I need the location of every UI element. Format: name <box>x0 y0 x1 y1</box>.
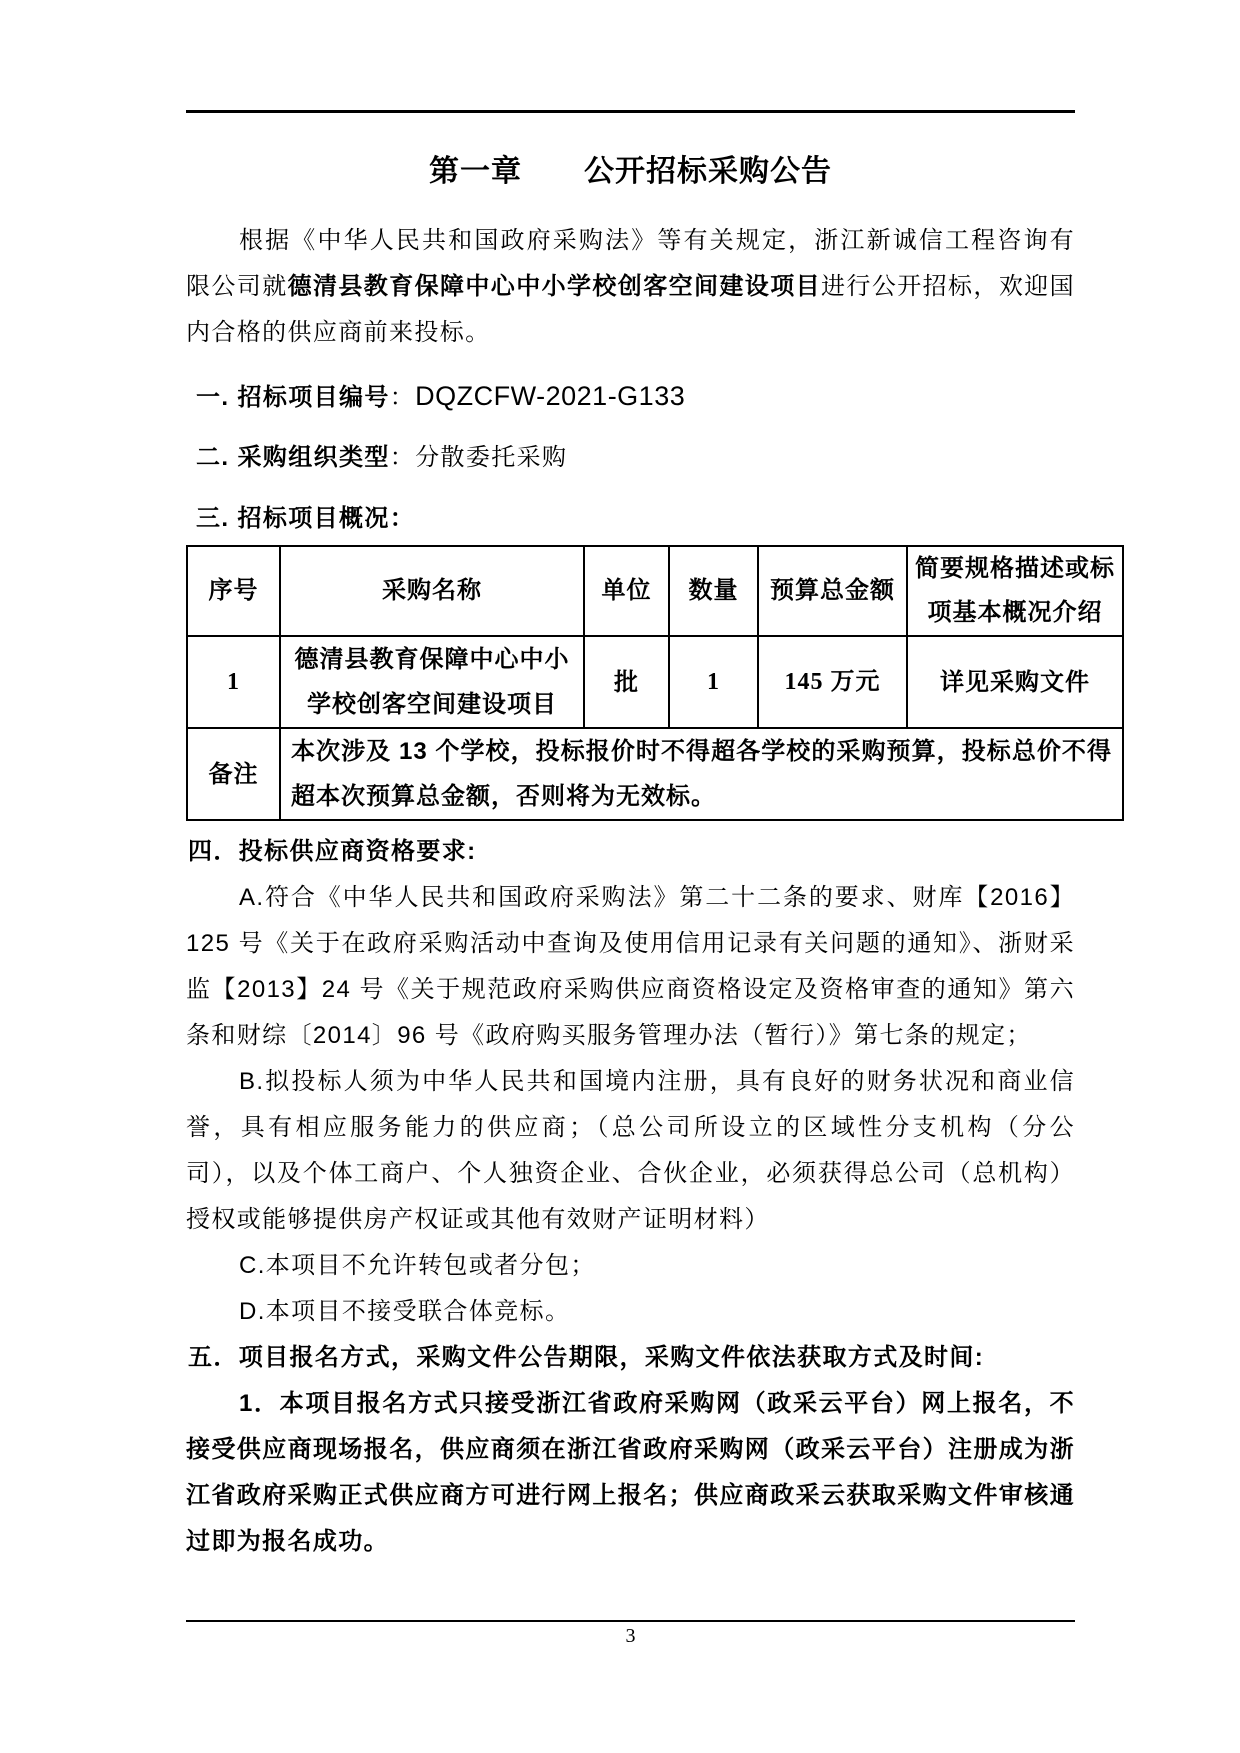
chapter-title: 第一章 公开招标采购公告 <box>429 155 832 188</box>
section5-heading: 五．项目报名方式，采购文件公告期限，采购文件依法获取方式及时间: <box>188 1344 985 1371</box>
page-content <box>186 0 1115 1565</box>
item-project-number: 一. 招标项目编号：DQZCFW-2021-G133 <box>196 381 686 411</box>
table-header-row <box>187 546 1123 636</box>
cell-qty: 1 <box>669 636 758 728</box>
header-cell-no: 序号 <box>187 546 280 636</box>
intro-paragraph: 根据《中华人民共和国政府采购法》等有关规定，浙江新诚信工程咨询有限公司就德清县教育保障中心中小学校创客空间建设项目进行公开招标，欢迎国内合格的供应商前来投标。 <box>186 227 1075 346</box>
section4-para-c: C.本项目不允许转包或者分包； <box>239 1252 596 1279</box>
page-number: 3 <box>625 1625 636 1647</box>
table-remark-row <box>187 728 1123 820</box>
table-row <box>187 636 1123 728</box>
cell-name: 德清县教育保障中心中小学校创客空间建设项目 <box>280 636 584 728</box>
header-cell-budget: 预算总金额 <box>758 546 907 636</box>
header-cell-name: 采购名称 <box>280 546 584 636</box>
cell-remark-text: 本次涉及 13 个学校，投标报价时不得超各学校的采购预算，投标总价不得超本次预算总金额，否则将为无效标。 <box>280 728 1123 820</box>
header-cell-qty: 数量 <box>669 546 758 636</box>
item-project-overview-heading: 三. 招标项目概况： <box>196 505 416 532</box>
cell-unit: 批 <box>584 636 669 728</box>
cell-desc: 详见采购文件 <box>907 636 1123 728</box>
section5-para-1: 1．本项目报名方式只接受浙江省政府采购网（政采云平台）网上报名，不接受供应商现场报名，供应商须在浙江省政府采购网（政采云平台）注册成为浙江省政府采购正式供应商方可进行网上报名；供应商政采云获取采购文件审核通过即为报名成功。 <box>186 1390 1075 1555</box>
section4-heading: 四．投标供应商资格要求: <box>188 838 477 865</box>
project-overview-table <box>186 545 1124 821</box>
item-procurement-type: 二. 采购组织类型：分散委托采购 <box>196 444 568 471</box>
section4-para-b: B.拟投标人须为中华人民共和国境内注册，具有良好的财务状况和商业信誉，具有相应服务能力的供应商；（总公司所设立的区域性分支机构（分公司），以及个体工商户、个人独资企业、合伙企业，必须获得总公司（总机构）授权或能够提供房产权证或其他有效财产证明材料） <box>186 1068 1075 1233</box>
section4-para-d: D.本项目不接受联合体竞标。 <box>239 1298 571 1325</box>
cell-budget: 145 万元 <box>758 636 907 728</box>
footer-rule <box>186 1620 1075 1622</box>
cell-no: 1 <box>187 636 280 728</box>
header-cell-desc: 简要规格描述或标项基本概况介绍 <box>907 546 1123 636</box>
section4-para-a: A.符合《中华人民共和国政府采购法》第二十二条的要求、财库【2016】125 号《关于在政府采购活动中查询及使用信用记录有关问题的通知》、浙财采监【2013】24 号《关于规范政府采购供应商资格设定及资格审查的通知》第六条和财综〔2014〕96 号《政府购买服务管理办法（暂行）》第七条的规定； <box>186 884 1075 1049</box>
cell-remark-label: 备注 <box>187 728 280 820</box>
header-cell-unit: 单位 <box>584 546 669 636</box>
